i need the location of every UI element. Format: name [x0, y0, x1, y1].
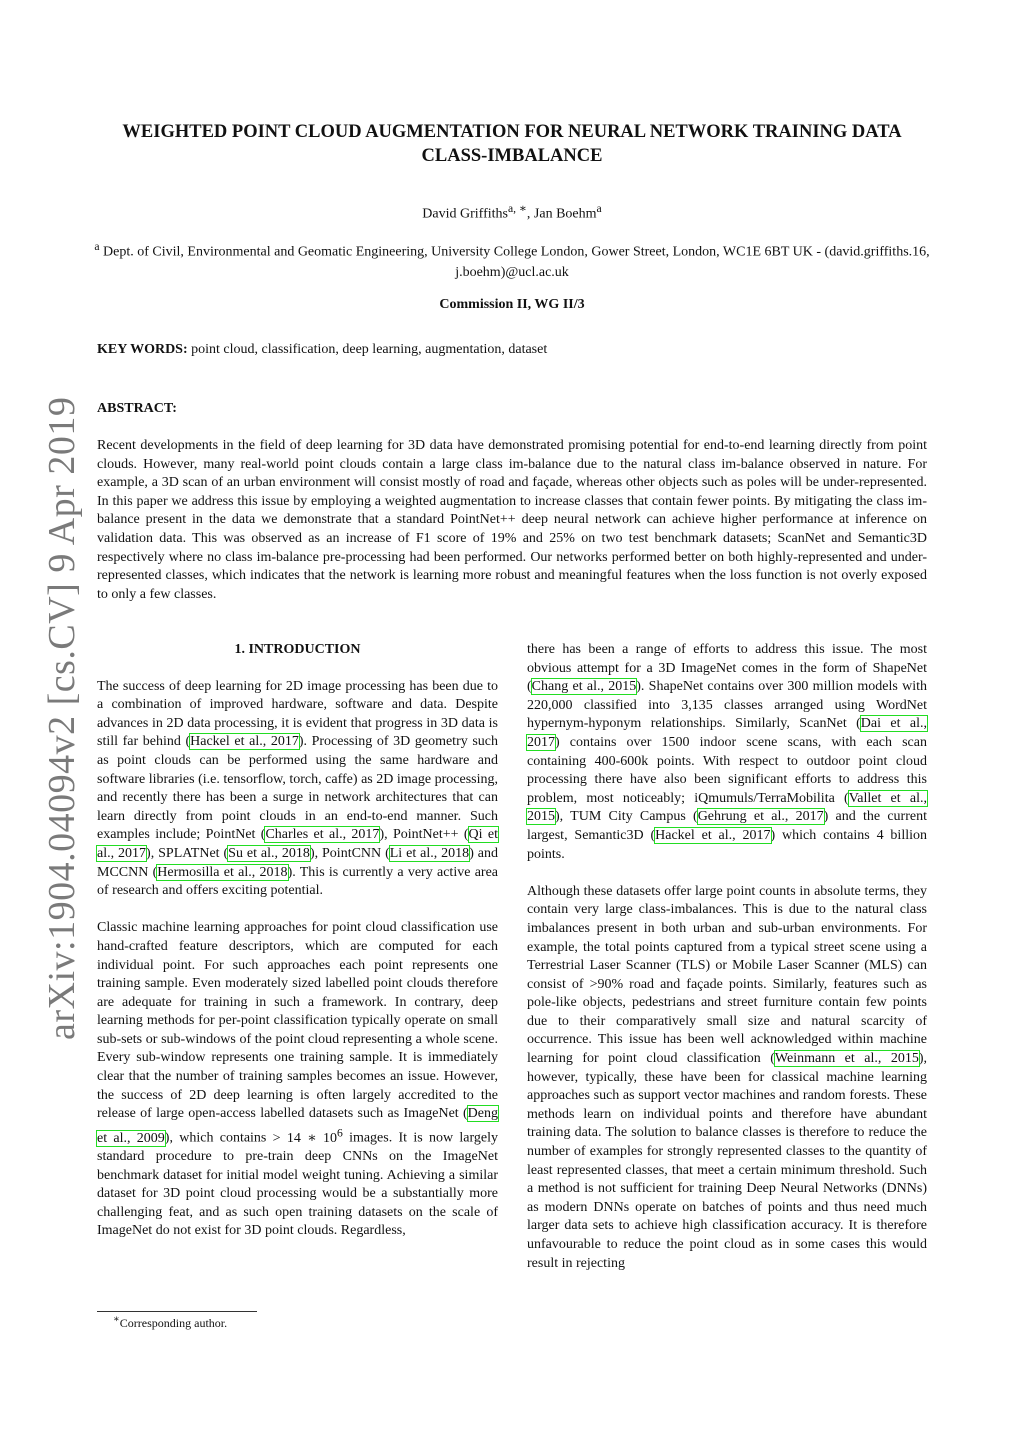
paragraph-text: ). This is currently a very active area of research and offers exciting potential. [97, 864, 499, 899]
citation-link[interactable]: Dai et al., 2017 [527, 716, 928, 750]
abstract-heading: ABSTRACT: [97, 401, 177, 416]
citation-link[interactable]: Vallet et al., 2015 [527, 790, 927, 825]
paragraph-text: images. It is now largely standard procedure to pre-train deep CNNs on the ImageNet benchmark dataset for initial model weight tuning. Achieving a similar dataset for 3D point cloud processing would be a substantially more challenging feat, and as such open training datasets on the scale of ImageNet do not exist for 3D point clouds. Regardless, [97, 1130, 498, 1239]
author-affiliation-mark: a [596, 202, 602, 215]
paragraph-text: Although these datasets offer large point counts in absolute terms, they contain very large class-imbalances. This is due to the natural class imbalances present in both urban and sub-urban environments. For example, the total points captured from a typical street scene using a Terrestrial Laser Scanner (TLS) or Mobile Laser Scanner (MLS) can consist of >90% road and façade points. Similarly, features such as pole-like objects, pedestrians and street furniture contain few points due to their comparatively small size and natural scarcity of occurrence. This issue has been well acknowledged within machine learning for point cloud classification ( [527, 883, 927, 1067]
paper-title: WEIGHTED POINT CLOUD AUGMENTATION FOR NEURAL NETWORK TRAINING DATA CLASS-IMBALANCE [122, 122, 902, 166]
inline-math [272, 1125, 343, 1146]
paragraph [97, 678, 498, 901]
author-affiliation-mark: a, ∗ [507, 202, 527, 215]
citation-link[interactable]: Charles et al., 2017 [265, 827, 380, 843]
paragraph-text: ), which contains [164, 1130, 273, 1146]
arxiv-stamp: arXiv:1904.04094v2 [cs.CV] 9 Apr 2019 [41, 396, 83, 1040]
paragraph-text: there has been a range of efforts to address this issue. The most obvious attempt for a 3D ImageNet comes in the form of ShapeNet ( [527, 642, 927, 695]
section-heading: 1. INTRODUCTION [234, 642, 361, 657]
author-name: David Griffiths [422, 206, 508, 222]
citation-link[interactable]: Qi et al., 2017 [97, 827, 498, 861]
footnote-mark: ∗ [113, 1314, 120, 1325]
paragraph-text: ), PointCNN ( [309, 845, 390, 861]
right-column [527, 641, 927, 1292]
paragraph-text: ) which contains 4 billion points. [527, 827, 927, 862]
paragraph-text: ), TUM City Campus ( [555, 809, 698, 825]
paragraph-text: ) contains over 1500 indoor scene scans, with each scan containing 400-600k points. With respect to outdoor point cloud processing there have also been significant efforts to address this problem, most noticeably; iQmumuls/TerraMobilita ( [527, 734, 927, 806]
paragraph [527, 641, 927, 864]
paragraph-text: ), PointNet++ ( [379, 827, 469, 843]
paragraph-text: ), SPLATNet ( [146, 845, 229, 861]
math-text: > 14 ∗ 10 [272, 1130, 337, 1146]
paragraph [527, 883, 927, 1273]
commission: Commission II, WG II/3 [439, 297, 585, 312]
affiliation-text: Dept. of Civil, Environmental and Geomatic Engineering, University College London, Gower Street, London, WC1E 6BT UK - (david.griffiths.16, j.boehm)@ucl.ac.uk [99, 244, 930, 280]
citation-link[interactable]: Gehrung et al., 2017 [697, 809, 824, 825]
keywords-text: point cloud, classification, deep learning, augmentation, dataset [187, 342, 548, 357]
citation-link[interactable]: Deng et al., 2009 [97, 1106, 498, 1146]
affiliation [90, 237, 934, 283]
paragraph-text: Classic machine learning approaches for point cloud classification use hand-crafted feature descriptors, which are computed for each individual point. For such approaches each point represents one training sample. Even moderately sized labelled point clouds therefore are adequate for training in such a framework. In contrary, deep learning methods for per-point classification typically operate on small sub-sets or sub-windows of the point cloud representing a whole scene. Every sub-window represents one training sample. It is immediately clear that the number of training samples becomes an issue. However, the success of 2D deep learning is often largely accredited to the release of large open-access labelled datasets such as ImageNet ( [97, 920, 498, 1122]
citation-link[interactable]: Weinmann et al., 2015 [774, 1051, 919, 1067]
paragraph [97, 919, 498, 1241]
keywords [97, 342, 927, 358]
citation-link[interactable]: Hermosilla et al., 2018 [157, 864, 288, 880]
citation-link[interactable]: Hackel et al., 2017 [655, 827, 771, 843]
citation-link[interactable]: Hackel et al., 2017 [190, 734, 299, 750]
footnote-text: Corresponding author. [119, 1316, 228, 1330]
paragraph-text: The success of deep learning for 2D image processing has been due to a combination of improved hardware, software and data. Despite advances in 2D data processing, it is evident that progress in 3D data is still far behind ( [97, 678, 498, 750]
author-line [90, 201, 934, 223]
paragraph-text: ) and the current largest, Semantic3D ( [527, 809, 927, 843]
author-name: Jan Boehm [533, 206, 597, 222]
paragraph-text: ), however, typically, these have been for classical machine learning approaches such as support vector machines and random forests. These methods learn on individual points and therefore have abundant training data. The solution to balance classes is therefore to reduce the number of examples for strongly represented classes to the quantity of least represented classes, that meet a certain minimum threshold. Such a method is not sufficient for training Deep Neural Networks (DNNs) as modern DNNs operate on batches of points and thus need much larger data sets to achieve high classification accuracy. It is therefore unfavourable to reduce the point cloud as in some cases this would result in rejecting [527, 1051, 927, 1271]
keywords-label: KEY WORDS: [97, 342, 188, 357]
footnote-divider [97, 1311, 257, 1312]
footnote [113, 1314, 227, 1331]
math-exponent: 6 [336, 1125, 343, 1139]
paragraph-text: ). Processing of 3D geometry such as point clouds can be performed using the same hardware and software libraries (i.e. tensorflow, torch, caffe) as 2D image processing, and recently there has been a surge in network architectures that can learn directly from point clouds in an end-to-end manner. Such examples include; PointNet ( [97, 734, 498, 843]
left-column [97, 641, 498, 1260]
abstract-body: Recent developments in the field of deep learning for 3D data have demonstrated promising potential for end-to-end learning directly from point clouds. However, many real-world point clouds contain a large class im-balance due to the natural class im-balance observed in nature. For example, a 3D scan of an urban environment will consist mostly of road and façade, whereas other objects such as poles will be under-represented. In this paper we address this issue by employing a weighted augmentation to increase classes that contain fewer points. By mitigating the class im-balance present in the data we demonstrate that a standard PointNet++ deep neural network can achieve higher performance at inference on validation data. This was observed as an increase of F1 score of 19% and 25% on two test benchmark datasets; ScanNet and Semantic3D respectively where no class im-balance pre-processing had been performed. Our networks performed better on both highly-represented and under-represented classes, which indicates that the network is learning more robust and meaningful features when the loss function is not overly exposed to only a few classes. [97, 438, 927, 602]
citation-link[interactable]: Chang et al., 2015 [531, 679, 637, 695]
affiliation-mark: a [94, 240, 100, 253]
citation-link[interactable]: Su et al., 2018 [228, 845, 310, 861]
author-separator: , [526, 206, 534, 222]
paragraph-text: ). ShapeNet contains over 300 million models with 220,000 classified into 3,135 classes arranged using WordNet hypernym-hyponym relationships. Similarly, ScanNet ( [527, 679, 927, 732]
paragraph-text: ) and MCCNN ( [97, 845, 498, 880]
citation-link[interactable]: Li et al., 2018 [389, 845, 470, 861]
